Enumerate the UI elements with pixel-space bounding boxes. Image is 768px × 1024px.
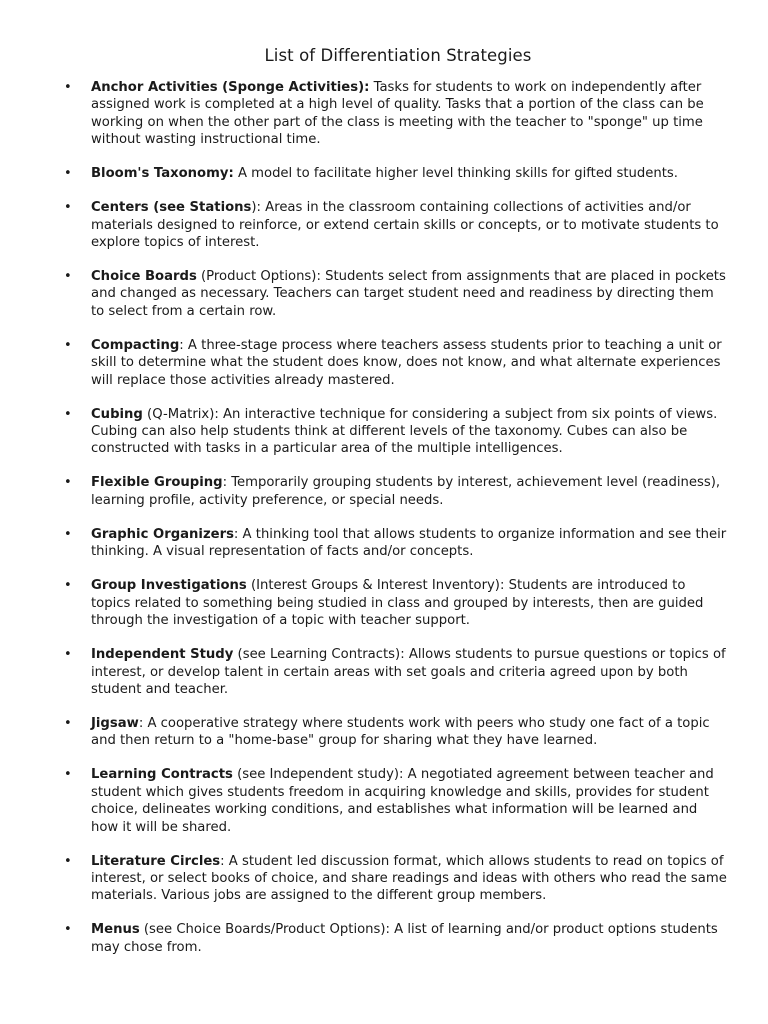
strategy-term: Choice Boards <box>91 269 197 285</box>
list-item <box>62 474 728 509</box>
bullet-icon: • <box>64 166 72 182</box>
strategy-qualifier: (see Learning Contracts) <box>233 647 401 663</box>
strategy-term: Menus <box>91 922 140 938</box>
strategy-description: Tasks for students to work on independently after assigned work is completed at a high level of quality. Tasks that a portion of the class can be working on when the other part of the class is meeting with the teacher to "sponge" up time without wasting instructional time. <box>91 80 704 148</box>
strategy-description: : Students are introduced to topics related to something being studied in class and grouped by interests, then are guided through the investigation of a topic with teacher support. <box>91 578 704 629</box>
strategy-qualifier: (see Choice Boards/Product Options) <box>139 922 386 938</box>
bullet-icon: • <box>64 337 72 353</box>
list-item <box>62 715 728 750</box>
strategy-term: Cubing <box>91 406 143 422</box>
list-item <box>62 646 728 698</box>
bullet-icon: • <box>64 578 72 594</box>
strategy-term: Centers (see Stations <box>91 200 252 216</box>
bullet-icon: • <box>64 80 72 95</box>
bullet-icon: • <box>64 767 72 783</box>
bullet-icon: • <box>64 526 72 542</box>
list-item <box>62 921 728 956</box>
strategy-description: : A student led discussion format, which allows students to read on topics of interest, or select books of choice, and share readings and ideas with others who read the same materials. Various jobs are assigned to the different group members. <box>91 853 727 904</box>
list-item <box>62 79 728 149</box>
strategy-description: : Allows students to pursue questions or topics of interest, or develop talent in certain areas with set goals and criteria agreed upon by both student and teacher. <box>91 647 726 697</box>
strategy-description: : A cooperative strategy where students work with peers who study one fact of a topic and then return to a "home-base" group for sharing what they have learned. <box>91 715 710 749</box>
list-item <box>62 577 728 629</box>
strategy-description: : Temporarily grouping students by interest, achievement level (readiness), learning profile, activity preference, or special needs. <box>91 475 721 508</box>
bullet-icon: • <box>64 475 72 491</box>
bullet-icon: • <box>64 200 72 216</box>
list-item <box>62 406 728 458</box>
bullet-icon: • <box>64 269 72 285</box>
strategy-description: A model to facilitate higher level thinking skills for gifted students. <box>237 166 678 182</box>
strategy-term: Jigsaw <box>91 715 139 731</box>
strategy-term: Literature Circles <box>91 853 221 869</box>
strategy-term: Learning Contracts <box>91 767 233 783</box>
bullet-icon: • <box>64 922 72 938</box>
list-item <box>62 165 728 182</box>
strategy-qualifier: (Interest Groups & Interest Inventory) <box>246 578 500 594</box>
list-item <box>62 199 728 251</box>
strategy-description: : A thinking tool that allows students to organize information and see their thinking. A visual representation of facts and/or concepts. <box>91 526 727 560</box>
strategy-qualifier: (see Independent study) <box>232 767 400 783</box>
list-item <box>62 337 728 389</box>
strategy-qualifier: (Q-Matrix) <box>142 406 215 422</box>
bullet-icon: • <box>64 715 72 731</box>
strategy-term: Anchor Activities (Sponge Activities): <box>91 80 370 95</box>
strategy-list <box>62 79 728 956</box>
strategy-term: Bloom's Taxonomy: <box>91 166 234 182</box>
strategy-description: : A list of learning and/or product options students may chose from. <box>91 922 718 955</box>
strategy-description: : A three-stage process where teachers assess students prior to teaching a unit or skill to determine what the student does know, does not know, and what alternate experiences will replace those activities already mastered. <box>91 337 722 388</box>
strategy-description: ): Areas in the classroom containing collections of activities and/or materials designed to reinforce, or extend certain skills or concepts, or to motivate students to explore topics of interest. <box>91 200 719 251</box>
bullet-icon: • <box>64 406 72 422</box>
strategy-description: : A negotiated agreement between teacher and student which gives students freedom in acquiring knowledge and skills, provides for student choice, delineates working conditions, and establishes what information will be learned and how it will be shared. <box>91 767 714 835</box>
strategy-qualifier: (Product Options) <box>196 269 317 285</box>
list-item <box>62 766 728 836</box>
strategy-description: : Students select from assignments that are placed in pockets and changed as necessary. Teachers can target student need and readiness by directing them to select from a certain row. <box>91 269 726 319</box>
strategy-term: Flexible Grouping <box>91 475 223 491</box>
strategy-term: Graphic Organizers <box>91 526 234 542</box>
strategy-term: Compacting <box>91 337 180 353</box>
strategy-description: : An interactive technique for considering a subject from six points of views. Cubing can also help students think at different levels of the taxonomy. Cubes can also be constructed with tasks in a particular area of the multiple intelligences. <box>91 406 718 457</box>
list-item <box>62 853 728 905</box>
document-title: List of Differentiation Strategies <box>264 46 532 65</box>
list-item <box>62 526 728 561</box>
strategy-term: Independent Study <box>91 647 234 663</box>
bullet-icon: • <box>64 647 72 663</box>
list-item <box>62 268 728 320</box>
strategy-term: Group Investigations <box>91 578 247 594</box>
bullet-icon: • <box>64 853 72 869</box>
